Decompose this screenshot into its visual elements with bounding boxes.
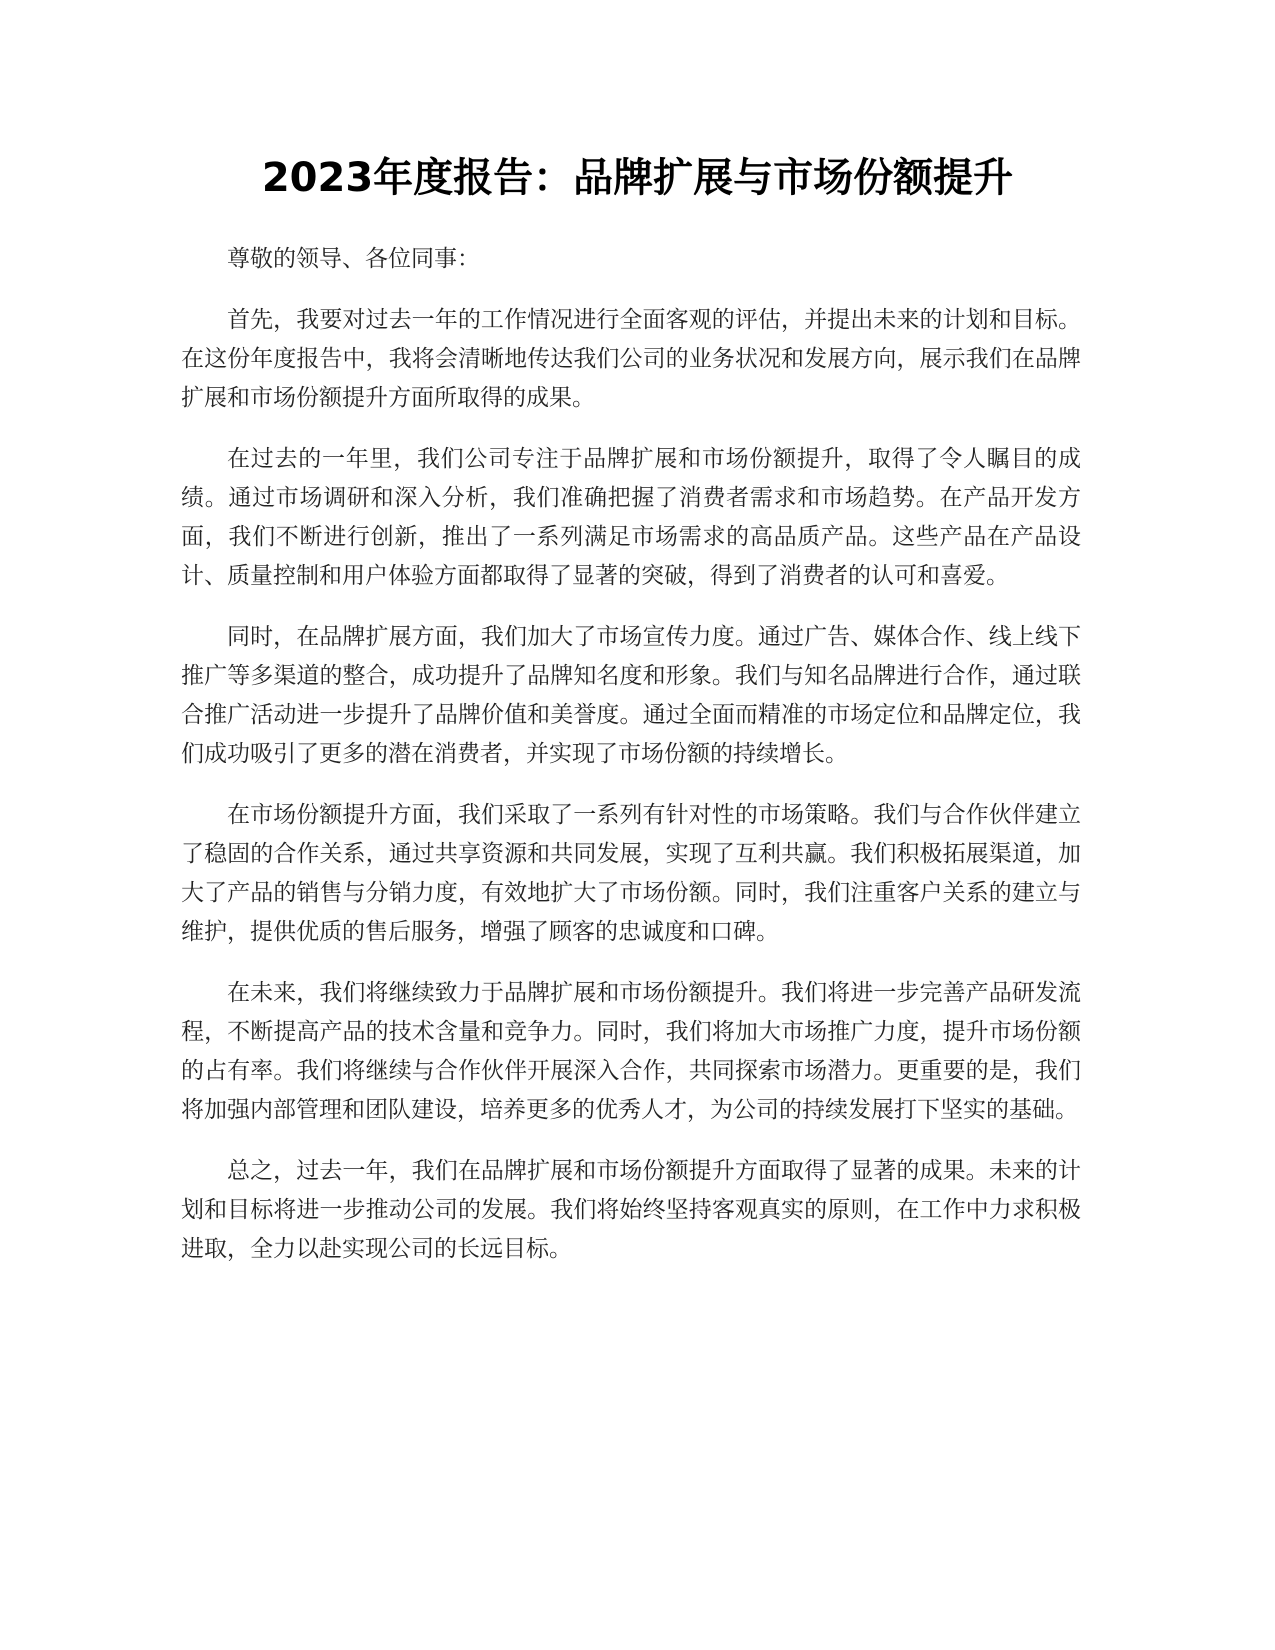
paragraph-brand-expansion: 同时，在品牌扩展方面，我们加大了市场宣传力度。通过广告、媒体合作、线上线下推广等多渠道的整合，成功提升了品牌知名度和形象。我们与知名品牌进行合作，通过联合推广活动进一步提升了品牌价值和美誉度。通过全面而精准的市场定位和品牌定位，我们成功吸引了更多的潜在消费者，并实现了市场份额的持续增长。: [181, 624, 1081, 767]
paragraph-conclusion: 总之，过去一年，我们在品牌扩展和市场份额提升方面取得了显著的成果。未来的计划和目标将进一步推动公司的发展。我们将始终坚持客观真实的原则，在工作中力求积极进取，全力以赴实现公司的长远目标。: [181, 1158, 1081, 1262]
paragraph-future-plans: 在未来，我们将继续致力于品牌扩展和市场份额提升。我们将进一步完善产品研发流程，不断提高产品的技术含量和竞争力。同时，我们将加大市场推广力度，提升市场份额的占有率。我们将继续与合作伙伴开展深入合作，共同探索市场潜力。更重要的是，我们将加强内部管理和团队建设，培养更多的优秀人才，为公司的持续发展打下坚实的基础。: [181, 980, 1081, 1123]
document-body: [181, 240, 1081, 1291]
document-title: 2023年度报告：品牌扩展与市场份额提升: [261, 155, 1014, 201]
paragraph-intro: 首先，我要对过去一年的工作情况进行全面客观的评估，并提出未来的计划和目标。在这份年度报告中，我将会清晰地传达我们公司的业务状况和发展方向，展示我们在品牌扩展和市场份额提升方面所取得的成果。: [181, 307, 1081, 411]
salutation: 尊敬的领导、各位同事：: [227, 246, 480, 272]
paragraph-achievements: 在过去的一年里，我们公司专注于品牌扩展和市场份额提升，取得了令人瞩目的成绩。通过市场调研和深入分析，我们准确把握了消费者需求和市场趋势。在产品开发方面，我们不断进行创新，推出了一系列满足市场需求的高品质产品。这些产品在产品设计、质量控制和用户体验方面都取得了显著的突破，得到了消费者的认可和喜爱。: [181, 446, 1081, 589]
paragraph-market-share: 在市场份额提升方面，我们采取了一系列有针对性的市场策略。我们与合作伙伴建立了稳固的合作关系，通过共享资源和共同发展，实现了互利共赢。我们积极拓展渠道，加大了产品的销售与分销力度，有效地扩大了市场份额。同时，我们注重客户关系的建立与维护，提供优质的售后服务，增强了顾客的忠诚度和口碑。: [181, 802, 1081, 945]
